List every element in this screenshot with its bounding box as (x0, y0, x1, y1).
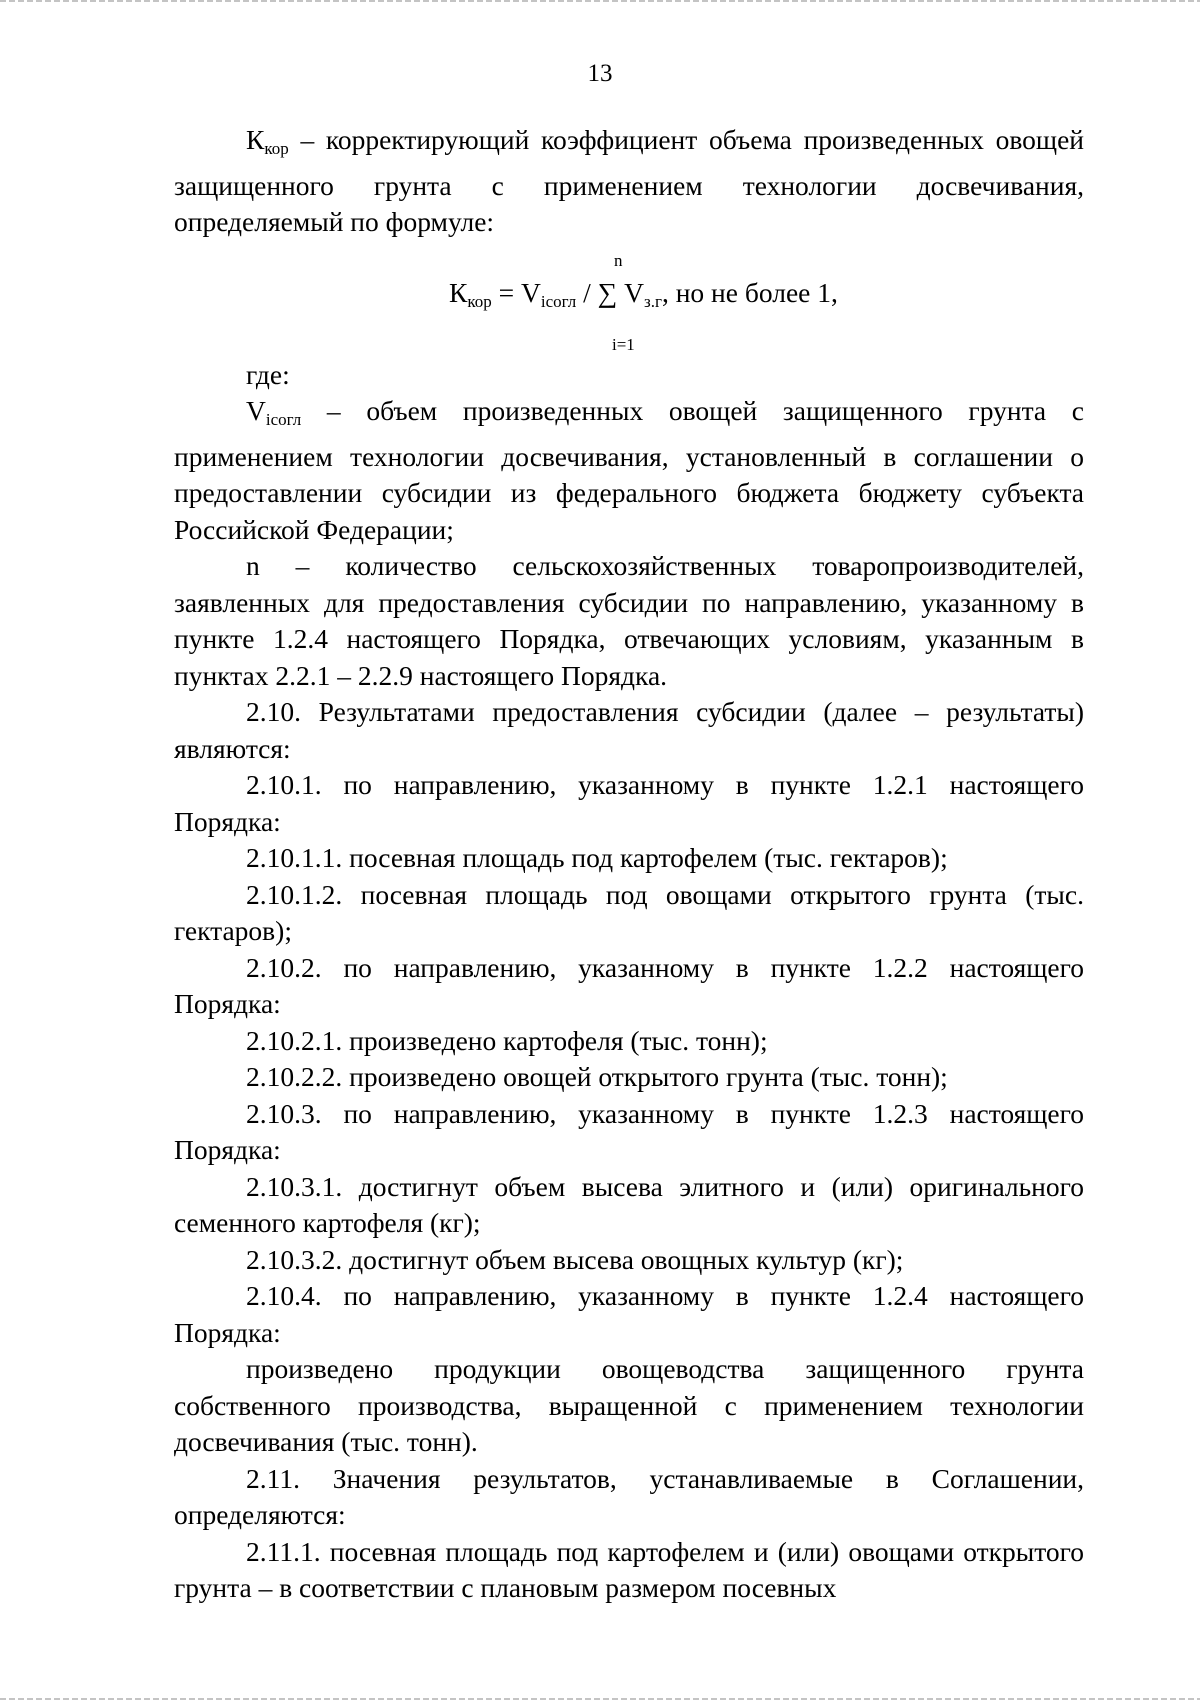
page-number: 13 (587, 60, 613, 87)
sum-upper-limit: n (614, 250, 623, 270)
where-label: где: (246, 358, 290, 390)
paragraph-2-10-1-1: 2.10.1.1. посевная площадь под картофелем (тыс. гектаров); (246, 842, 948, 873)
scan-top-edge (0, 0, 1200, 2)
k-symbol: $К_{кор}$ (246, 124, 289, 158)
paragraph-2-11: 2.11. Значения результатов, устанавливаемые в Соглашении, определяются: (174, 1462, 1084, 1530)
paragraph-2-10-4-result: произведено продукции овощеводства защищенного грунта собственного производства, выращенной с применением технологии досвечивания (тыс. тонн). (174, 1353, 1084, 1457)
paragraph-2-10-3-1: 2.10.3.1. достигнут объем высева элитного и (или) оригинального семенного картофеля (кг); (174, 1170, 1084, 1238)
paragraph-2-10-1: 2.10.1. по направлению, указанному в пункте 1.2.1 настоящего Порядка: (174, 769, 1084, 837)
definition-n-paragraph: n – количество сельскохозяйственных товаропроизводителей, заявленных для предоставления субсидии по направлению, указанному в пункте 1.2.4 настоящего Порядка, отвечающих условиям, указанным в пунктах 2.2.1 – 2.2.9 настоящего Порядка. (174, 550, 1084, 691)
sum-lower-limit: i=1 (612, 334, 635, 354)
paragraph-2-10-2-1: 2.10.2.1. произведено картофеля (тыс. тонн); (246, 1024, 768, 1056)
paragraph-2-11-1: 2.11.1. посевная площадь под картофелем и (или) овощами открытого грунта – в соответствии с плановым размером посевных (174, 1535, 1084, 1603)
definition-k-text: – корректирующий коэффициент объема произведенных овощей защищенного грунта с применением технологии досвечивания, определяемый по формуле: (174, 124, 1084, 237)
paragraph-2-10-4: 2.10.4. по направлению, указанному в пункте 1.2.4 настоящего Порядка: (174, 1280, 1084, 1348)
scan-bottom-edge (0, 1698, 1200, 1700)
document-body (174, 122, 1084, 1607)
paragraph-2-10: 2.10. Результатами предоставления субсидии (далее – результаты) являются: (174, 696, 1084, 764)
paragraph-2-10-1-2: 2.10.1.2. посевная площадь под овощами открытого грунта (тыс. гектаров); (174, 878, 1084, 946)
formula-block (174, 241, 1084, 357)
definition-k-paragraph (174, 122, 1084, 241)
formula-expression: $К_{кор} = V_{iсогл}$ / ∑ $V_{з.г}$, но не более 1, (449, 276, 838, 311)
paragraph-2-10-2-2: 2.10.2.2. произведено овощей открытого грунта (тыс. тонн); (246, 1061, 948, 1092)
definition-v-text: – объем произведенных овощей защищенного грунта с применением технологии досвечивания, установленный в соглашении о предоставлении субсидии из федерального бюджета бюджету субъекта Российской Федерации; (174, 395, 1084, 545)
paragraph-2-10-3: 2.10.3. по направлению, указанному в пункте 1.2.3 настоящего Порядка: (174, 1097, 1084, 1165)
paragraph-2-10-3-2: 2.10.3.2. достигнут объем высева овощных культур (кг); (246, 1243, 904, 1275)
definition-v-paragraph (174, 393, 1084, 548)
paragraph-2-10-2: 2.10.2. по направлению, указанному в пункте 1.2.2 настоящего Порядка: (174, 951, 1084, 1019)
v-symbol: $V_{iсогл}$ (246, 395, 302, 429)
